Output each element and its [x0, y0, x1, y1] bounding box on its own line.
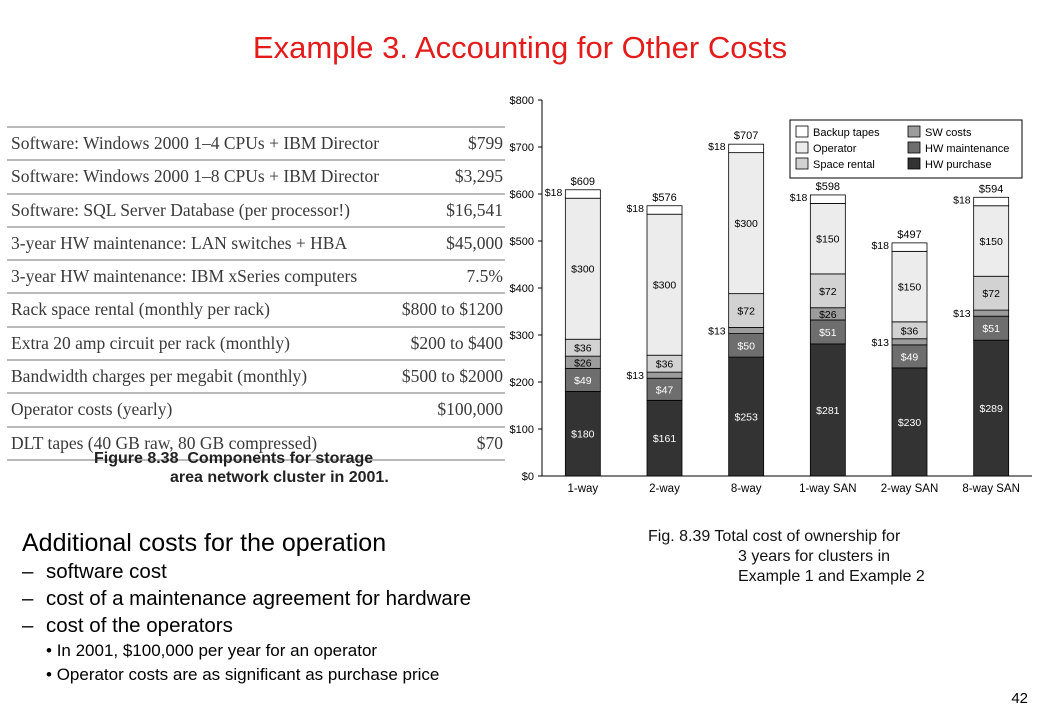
tco-stacked-bar-chart [500, 92, 1040, 497]
dash-item: – cost of a maintenance agreement for hardware [22, 587, 472, 610]
data-label: $26 [819, 308, 837, 321]
bar-segment [810, 195, 845, 203]
data-label: $36 [574, 342, 592, 355]
data-label: $36 [655, 358, 674, 371]
legend-swatch [908, 126, 920, 137]
table-row [7, 261, 505, 294]
bar-segment [647, 206, 682, 214]
y-tick-label: $100 [509, 424, 534, 436]
row-label: Bandwidth charges per megabit (monthly) [11, 366, 308, 387]
row-value: 7.5% [466, 266, 503, 287]
total-label: $576 [652, 191, 677, 204]
data-label: $47 [655, 384, 674, 397]
slide-title: Example 3. Accounting for Other Costs [252, 30, 788, 65]
data-label: $18 [544, 186, 563, 199]
components-table [7, 126, 505, 461]
row-label: Operator costs (yearly) [11, 399, 173, 420]
bar-segment [565, 190, 600, 198]
data-label: $289 [979, 403, 1003, 416]
legend-swatch [796, 126, 808, 137]
row-value: $800 to $1200 [401, 299, 503, 320]
x-tick-label: 8-way SAN [962, 483, 1020, 495]
dash-item: – cost of the operators [22, 614, 233, 637]
notes-heading: Additional costs for the operation [22, 529, 387, 557]
legend-swatch [908, 142, 920, 153]
bullet-item: • Operator costs are as significant as purchase price [46, 665, 440, 684]
dash-item: – software cost [22, 560, 167, 583]
row-label: 3-year HW maintenance: IBM xSeries computers [11, 266, 358, 287]
bar-segment [729, 327, 764, 333]
data-label: $300 [571, 263, 595, 276]
figure-839-caption [648, 527, 925, 587]
data-label: $281 [816, 404, 840, 417]
y-tick-label: $200 [509, 377, 534, 389]
legend-swatch [908, 158, 920, 169]
data-label: $13 [953, 308, 971, 321]
data-label: $18 [953, 194, 971, 207]
table-row [7, 361, 505, 394]
row-value: $16,541 [446, 199, 503, 220]
data-label: $72 [819, 285, 837, 298]
x-tick-label: 1-way SAN [799, 483, 857, 495]
data-label: $18 [871, 239, 889, 252]
y-tick-label: $800 [509, 95, 534, 107]
data-label: $36 [900, 325, 919, 338]
row-value: $200 to $400 [410, 332, 503, 353]
y-tick-label: $700 [509, 142, 534, 154]
row-label: Software: SQL Server Database (per processor!) [11, 199, 351, 220]
row-label: Software: Windows 2000 1–4 CPUs + IBM Director [11, 133, 380, 153]
legend-swatch [796, 142, 808, 153]
data-label: $13 [708, 325, 726, 338]
data-label: $150 [897, 281, 922, 294]
table-row [7, 228, 505, 261]
legend-label: SW costs [925, 127, 972, 139]
data-label: $180 [571, 428, 595, 441]
table-row [7, 126, 505, 161]
data-label: $150 [979, 236, 1003, 248]
row-value: $100,000 [437, 399, 503, 420]
x-tick-label: 8-way [730, 483, 762, 495]
bar-segment [729, 144, 764, 152]
total-label: $598 [815, 180, 841, 193]
data-label: $18 [708, 141, 726, 154]
total-label: $707 [733, 130, 759, 143]
data-label: $49 [574, 374, 592, 387]
data-label: $161 [652, 433, 677, 446]
bar-segment [892, 243, 927, 251]
data-label: $72 [737, 305, 755, 318]
figure-number: Figure 8.38 [94, 450, 179, 467]
data-label: $18 [626, 202, 644, 215]
data-label: $72 [982, 288, 1000, 301]
legend-label: HW maintenance [925, 143, 1010, 155]
row-value: $45,000 [446, 232, 503, 253]
table-row [7, 195, 505, 228]
data-label: $300 [652, 279, 677, 292]
row-value: $3,295 [454, 166, 503, 187]
x-tick-label: 2-way SAN [880, 483, 939, 495]
total-label: $497 [897, 228, 922, 241]
bullet-item: • In 2001, $100,000 per year for an operator [46, 641, 378, 660]
data-label: $51 [982, 323, 1000, 336]
legend-label: Backup tapes [813, 127, 880, 139]
bullet-item-text: In 2001, $100,000 per year for an operator [56, 641, 378, 660]
data-label: $50 [737, 340, 755, 353]
data-label: $230 [897, 416, 922, 429]
x-tick-label: 1-way [567, 483, 599, 495]
y-tick-label: $500 [509, 236, 534, 248]
table-row [7, 294, 505, 327]
page-number: 42 [1011, 690, 1028, 707]
total-label: $594 [978, 183, 1004, 196]
data-label: $51 [819, 326, 837, 339]
row-value: $500 to $2000 [401, 366, 503, 387]
caption-line-1: Fig. 8.39 Total cost of ownership for [648, 528, 901, 545]
data-label: $13 [626, 370, 644, 383]
bar-segment [974, 310, 1009, 316]
caption-line-2: 3 years for clusters in [738, 548, 891, 565]
legend-label: Space rental [813, 159, 875, 171]
figure-838-caption [94, 449, 424, 487]
data-label: $300 [734, 218, 758, 231]
x-tick-label: 2-way [649, 483, 680, 495]
bar-segment [892, 339, 927, 345]
row-label: Rack space rental (monthly per rack) [11, 299, 270, 320]
row-label: 3-year HW maintenance: LAN switches + HBA [11, 232, 348, 253]
data-label: $49 [900, 351, 919, 364]
y-tick-label: $0 [521, 471, 534, 483]
row-label: Extra 20 amp circuit per rack (monthly) [11, 332, 290, 353]
bar-segment [647, 372, 682, 378]
table-row [7, 394, 505, 427]
dash-item-text: cost of the operators [46, 614, 233, 637]
legend-swatch [796, 158, 808, 169]
caption-line-3: Example 1 and Example 2 [738, 568, 925, 585]
bar-segment [974, 197, 1009, 205]
total-label: $609 [570, 175, 596, 188]
caption-line-2: area network cluster in 2001. [170, 469, 389, 486]
legend-label: Operator [813, 143, 857, 155]
row-label: DLT tapes (40 GB raw, 80 GB compressed) [11, 432, 318, 453]
notes [22, 529, 471, 687]
y-tick-label: $400 [509, 283, 534, 295]
data-label: $253 [734, 411, 758, 424]
dash-item-text: software cost [46, 560, 167, 583]
dash-item-text: cost of a maintenance agreement for hardware [46, 587, 472, 610]
data-label: $26 [574, 357, 592, 370]
row-label: Software: Windows 2000 1–8 CPUs + IBM Director [11, 166, 380, 187]
row-value: $799 [468, 133, 503, 153]
data-label: $13 [871, 336, 889, 349]
data-label: $150 [816, 233, 840, 246]
legend-label: HW purchase [925, 159, 992, 171]
bullet-item-text: Operator costs are as significant as purchase price [56, 665, 440, 684]
table-row [7, 161, 505, 194]
y-tick-label: $300 [509, 330, 534, 342]
table-row [7, 328, 505, 361]
row-value: $70 [476, 432, 503, 453]
caption-line-1: Components for storage [187, 450, 374, 467]
data-label: $18 [789, 191, 808, 204]
y-tick-label: $600 [509, 189, 534, 201]
